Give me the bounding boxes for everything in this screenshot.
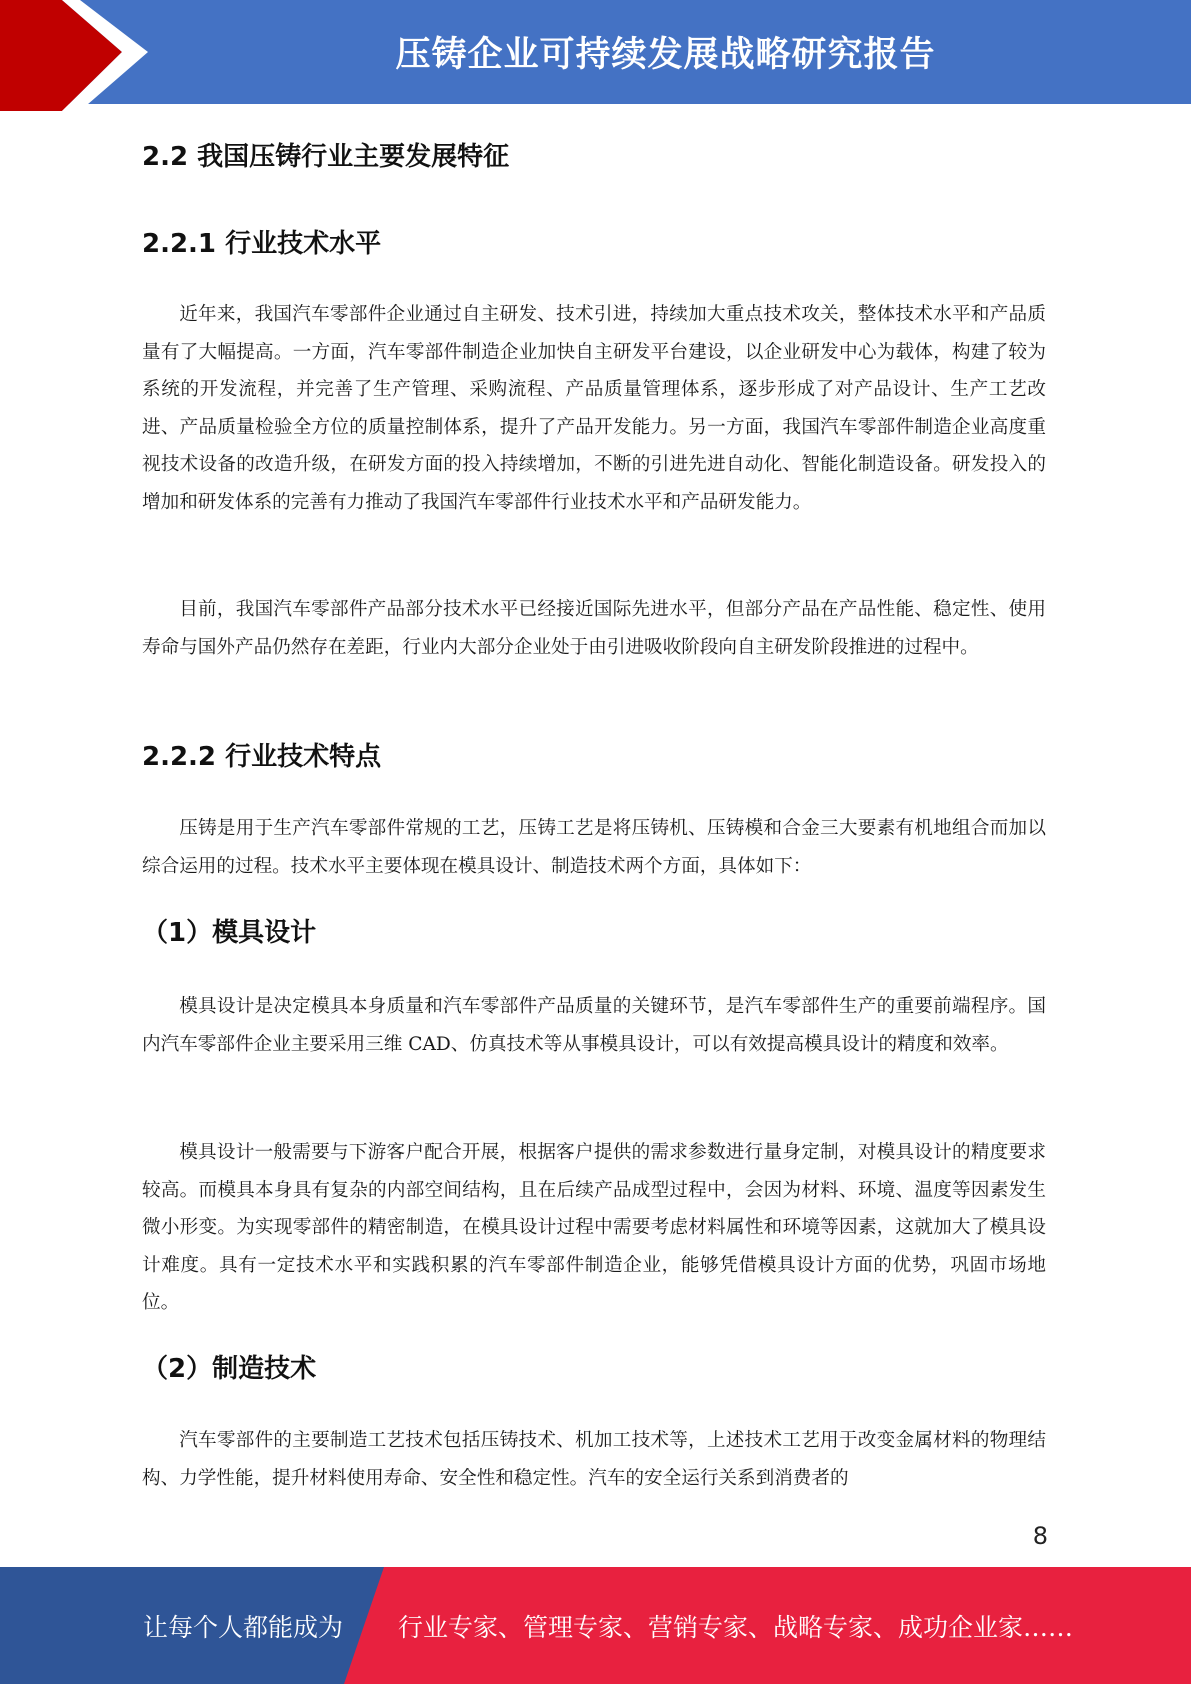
subheading-manufacturing-tech: （2）制造技术: [142, 1354, 317, 1384]
page-number: 8: [1032, 1522, 1048, 1550]
footer-slogan-right: 行业专家、管理专家、营销专家、战略专家、成功企业家……: [398, 1612, 1074, 1642]
paragraph-tech-features: 压铸是用于生产汽车零部件常规的工艺，压铸工艺是将压铸机、压铸模和合金三大要素有机地组合而加以综合运用的过程。技术水平主要体现在模具设计、制造技术两个方面，具体如下：: [142, 818, 1046, 877]
page-footer: [0, 1567, 1191, 1684]
paragraph-tech-level-1: 近年来，我国汽车零部件企业通过自主研发、技术引进，持续加大重点技术攻关，整体技术水平和产品质量有了大幅提高。一方面，汽车零部件制造企业加快自主研发平台建设，以企业研发中心为载体，构建了较为系统的开发流程，并完善了生产管理、采购流程、产品质量管理体系，逐步形成了对产品设计、生产工艺改进、产品质量检验全方位的质量控制体系，提升了产品开发能力。另一方面，我国汽车零部件制造企业高度重视技术设备的改造升级，在研发方面的投入持续增加，不断的引进先进自动化、智能化制造设备。研发投入的增加和研发体系的完善有力推动了我国汽车零部件行业技术水平和产品研发能力。: [142, 304, 1046, 513]
subheading-mold-design: （1）模具设计: [142, 918, 317, 948]
paragraph-mold-design-1: 模具设计是决定模具本身质量和汽车零部件产品质量的关键环节，是汽车零部件生产的重要前端程序。国内汽车零部件企业主要采用三维 CAD、仿真技术等从事模具设计，可以有效提高模具设计的精度和效率。: [142, 996, 1046, 1055]
section-heading-2-2-2: 2.2.2 行业技术特点: [142, 742, 382, 772]
paragraph-tech-level-2: 目前，我国汽车零部件产品部分技术水平已经接近国际先进水平，但部分产品在产品性能、稳定性、使用寿命与国外产品仍然存在差距，行业内大部分企业处于由引进吸收阶段向自主研发阶段推进的过程中。: [142, 599, 1046, 658]
paragraph-mold-design-2: 模具设计一般需要与下游客户配合开展，根据客户提供的需求参数进行量身定制，对模具设计的精度要求较高。而模具本身具有复杂的内部空间结构，且在后续产品成型过程中，会因为材料、环境、温度等因素发生微小形变。为实现零部件的精密制造，在模具设计过程中需要考虑材料属性和环境等因素，这就加大了模具设计难度。具有一定技术水平和实践积累的汽车零部件制造企业，能够凭借模具设计方面的优势，巩固市场地位。: [142, 1142, 1046, 1313]
section-heading-2-2: 2.2 我国压铸行业主要发展特征: [142, 142, 510, 172]
report-title: 压铸企业可持续发展战略研究报告: [395, 35, 936, 75]
page-header: [0, 0, 1191, 111]
footer-slogan-left: 让每个人都能成为: [143, 1612, 344, 1642]
section-heading-2-2-1: 2.2.1 行业技术水平: [142, 229, 382, 259]
paragraph-manufacturing-tech: 汽车零部件的主要制造工艺技术包括压铸技术、机加工技术等，上述技术工艺用于改变金属材料的物理结构、力学性能，提升材料使用寿命、安全性和稳定性。汽车的安全运行关系到消费者的: [142, 1430, 1046, 1489]
